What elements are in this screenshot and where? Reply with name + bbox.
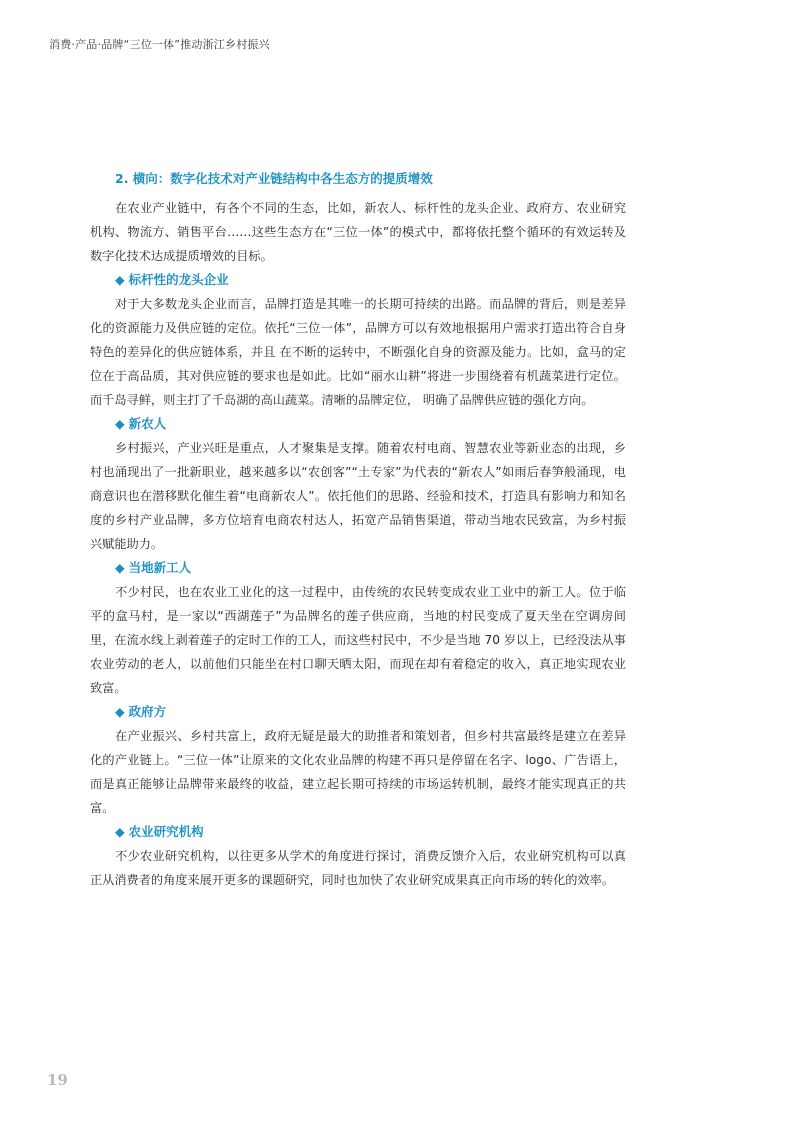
running-header: 消费·产品·品牌“三位一体”推动浙江乡村振兴 — [49, 38, 270, 51]
subsection-heading — [90, 556, 626, 580]
subsection-local-new-workers — [90, 556, 626, 700]
subsection-heading — [90, 268, 626, 292]
subsection-paragraph: 在产业振兴、乡村共富上，政府无疑是最大的助推者和策划者，但乡村共富最终是建立在差异化的产业链上。“三位一体”让原来的文化农业品牌的构建不再只是停留在名字、logo、广告语上，而是真正能够让品牌带来最终的收益，建立起长期可持续的市场运转机制，最终才能实现真正的共富。 — [90, 729, 626, 815]
diamond-bullet-icon: ◆ — [115, 824, 125, 839]
subsection-research-institutions — [90, 820, 626, 892]
subsection-heading — [90, 700, 626, 724]
subsection-title: 当地新工人 — [128, 560, 192, 575]
section-intro-paragraph: 在农业产业链中，有各个不同的生态，比如，新农人、标杆性的龙头企业、政府方、农业研究机构、物流方、销售平台……这些生态方在“三位一体”的模式中，都将依托整个循环的有效运转及数字化技术达成提质增效的目标。 — [90, 201, 626, 263]
subsection-paragraph: 不少农业研究机构，以往更多从学术的角度进行探讨，消费反馈介入后，农业研究机构可以真正从消费者的角度来展开更多的课题研究，同时也加快了农业研究成果真正向市场的转化的效率。 — [90, 849, 626, 887]
diamond-bullet-icon: ◆ — [115, 704, 125, 719]
article-body — [90, 170, 626, 892]
subsection-paragraph: 不少村民，也在农业工业化的这一过程中，由传统的农民转变成农业工业中的新工人。位于临平的盒马村，是一家以“西湖莲子”为品牌名的莲子供应商，当地的村民变成了夏天坐在空调房间里，在流水线上剥着莲子的定时工作的工人，而这些村民中，不少是当地 70 岁以上，已经没法从事农业劳动的老人，以前他们只能坐在村口聊天晒太阳，而现在却有着稳定的收入，真正地实现农业致富。 — [90, 585, 626, 695]
diamond-bullet-icon: ◆ — [115, 560, 125, 575]
subsection-title: 政府方 — [128, 704, 167, 719]
section-heading: 2. 横向：数字化技术对产业链结构中各生态方的提质增效 — [115, 171, 433, 186]
diamond-bullet-icon: ◆ — [115, 416, 125, 431]
diamond-bullet-icon: ◆ — [115, 272, 125, 287]
page-number: 19 — [47, 1071, 68, 1089]
subsection-government — [90, 700, 626, 820]
subsection-title: 标杆性的龙头企业 — [128, 272, 229, 287]
subsection-new-farmers — [90, 412, 626, 556]
subsection-title: 农业研究机构 — [128, 824, 204, 839]
subsection-paragraph: 乡村振兴，产业兴旺是重点，人才聚集是支撑。随着农村电商、智慧农业等新业态的出现，乡村也涌现出了一批新职业，越来越多以“农创客”“土专家”为代表的“新农人”如雨后春笋般涌现，电商意识也在潜移默化催生着“电商新农人”。依托他们的思路、经验和技术，打造具有影响力和知名度的乡村产业品牌，多方位培育电商农村达人，拓宽产品销售渠道，带动当地农民致富，为乡村振兴赋能助力。 — [90, 441, 626, 551]
subsection-heading — [90, 820, 626, 844]
subsection-leading-enterprises — [90, 268, 626, 412]
subsection-heading — [90, 412, 626, 436]
subsection-paragraph: 对于大多数龙头企业而言，品牌打造是其唯一的长期可持续的出路。而品牌的背后，则是差异化的资源能力及供应链的定位。依托“三位一体”，品牌方可以有效地根据用户需求打造出符合自身特色的差异化的供应链体系，并且 在不断的运转中，不断强化自身的资源及能力。比如，盒马的定位在于高品质，其对供应链的要求也是如此。比如“丽水山耕”将进一步围绕着有机蔬菜进行定位。而千岛寻鲜，则主打了千岛湖的高山蔬菜。清晰的品牌定位， 明确了品牌供应链的强化方向。 — [90, 297, 626, 407]
subsection-title: 新农人 — [128, 416, 167, 431]
